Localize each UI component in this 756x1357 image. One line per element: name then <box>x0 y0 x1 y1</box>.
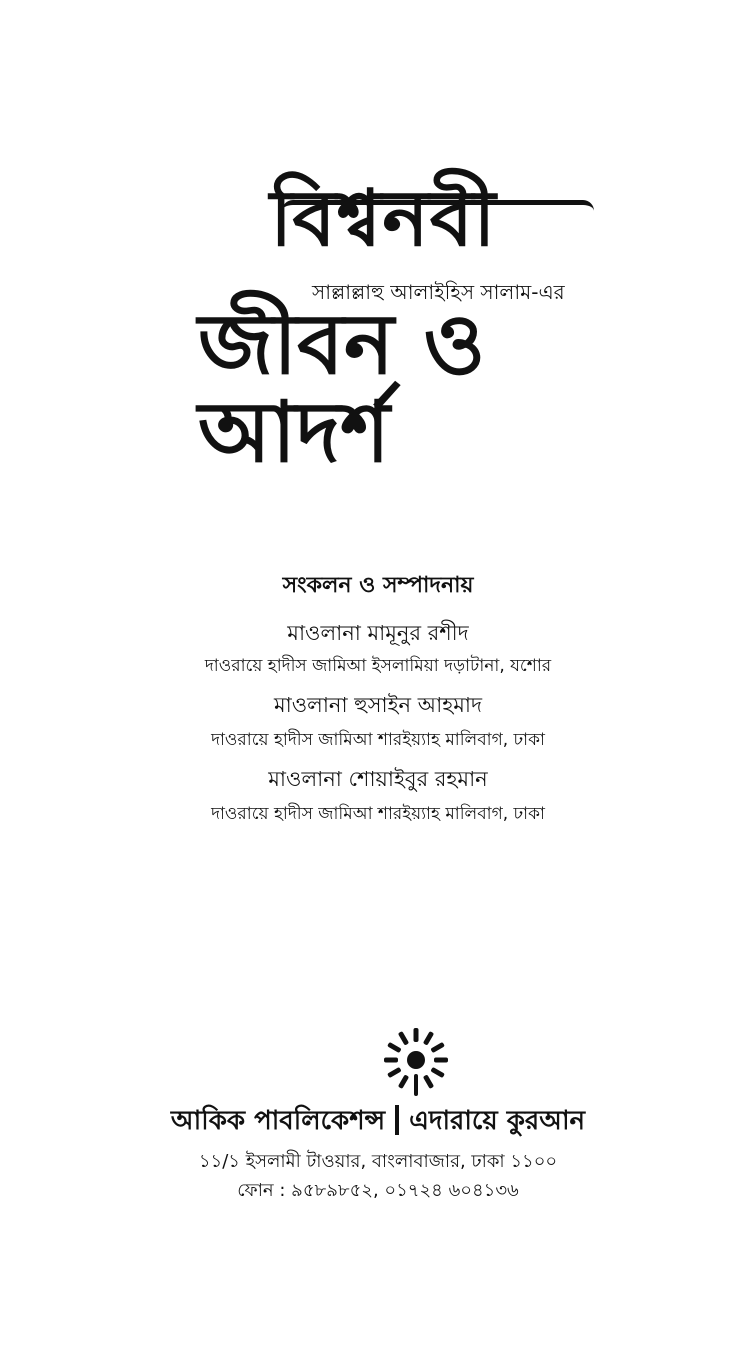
publisher-names <box>0 1100 756 1144</box>
publisher-name-left: আকিক পাবলিকেশন্স <box>170 1106 386 1136</box>
editor-name: মাওলানা মামূনুর রশীদ <box>287 621 469 645</box>
book-title-subtitle: সাল্লাল্লাহু আলাইহিস সালাম-এর <box>312 280 565 304</box>
editor-name: মাওলানা হুসাইন আহমাদ <box>273 693 483 717</box>
book-title-second: জীবন ও আদর্শ <box>198 294 486 482</box>
publisher-phone: ফোন : ৯৫৮৯৮৫২, ০১৭২৪ ৬০৪১৩৬ <box>237 1180 519 1201</box>
compiled-heading: সংকলন ও সম্পাদনায় <box>282 573 474 598</box>
editor-affiliation: দাওরায়ে হাদীস জামিআ শারইয়্যাহ মালিবাগ, ঢাকা <box>211 730 545 750</box>
sunburst-icon <box>376 1020 456 1100</box>
publisher-address: ১১/১ ইসলামী টাওয়ার, বাংলাবাজার, ঢাকা ১১০০ <box>198 1151 558 1172</box>
book-title-main: বিশ্বনবী <box>270 173 497 264</box>
editor-name: মাওলানা শোয়াইবুর রহমান <box>268 767 488 791</box>
publisher-name-right: এদারায়ে কুরআন <box>409 1106 586 1136</box>
editor-affiliation: দাওরায়ে হাদীস জামিআ শারইয়্যাহ মালিবাগ, ঢাকা <box>211 804 545 824</box>
publisher-separator <box>395 1105 399 1135</box>
editor-affiliation: দাওরায়ে হাদীস জামিআ ইসলামিয়া দড়াটানা, যশোর <box>204 656 552 676</box>
